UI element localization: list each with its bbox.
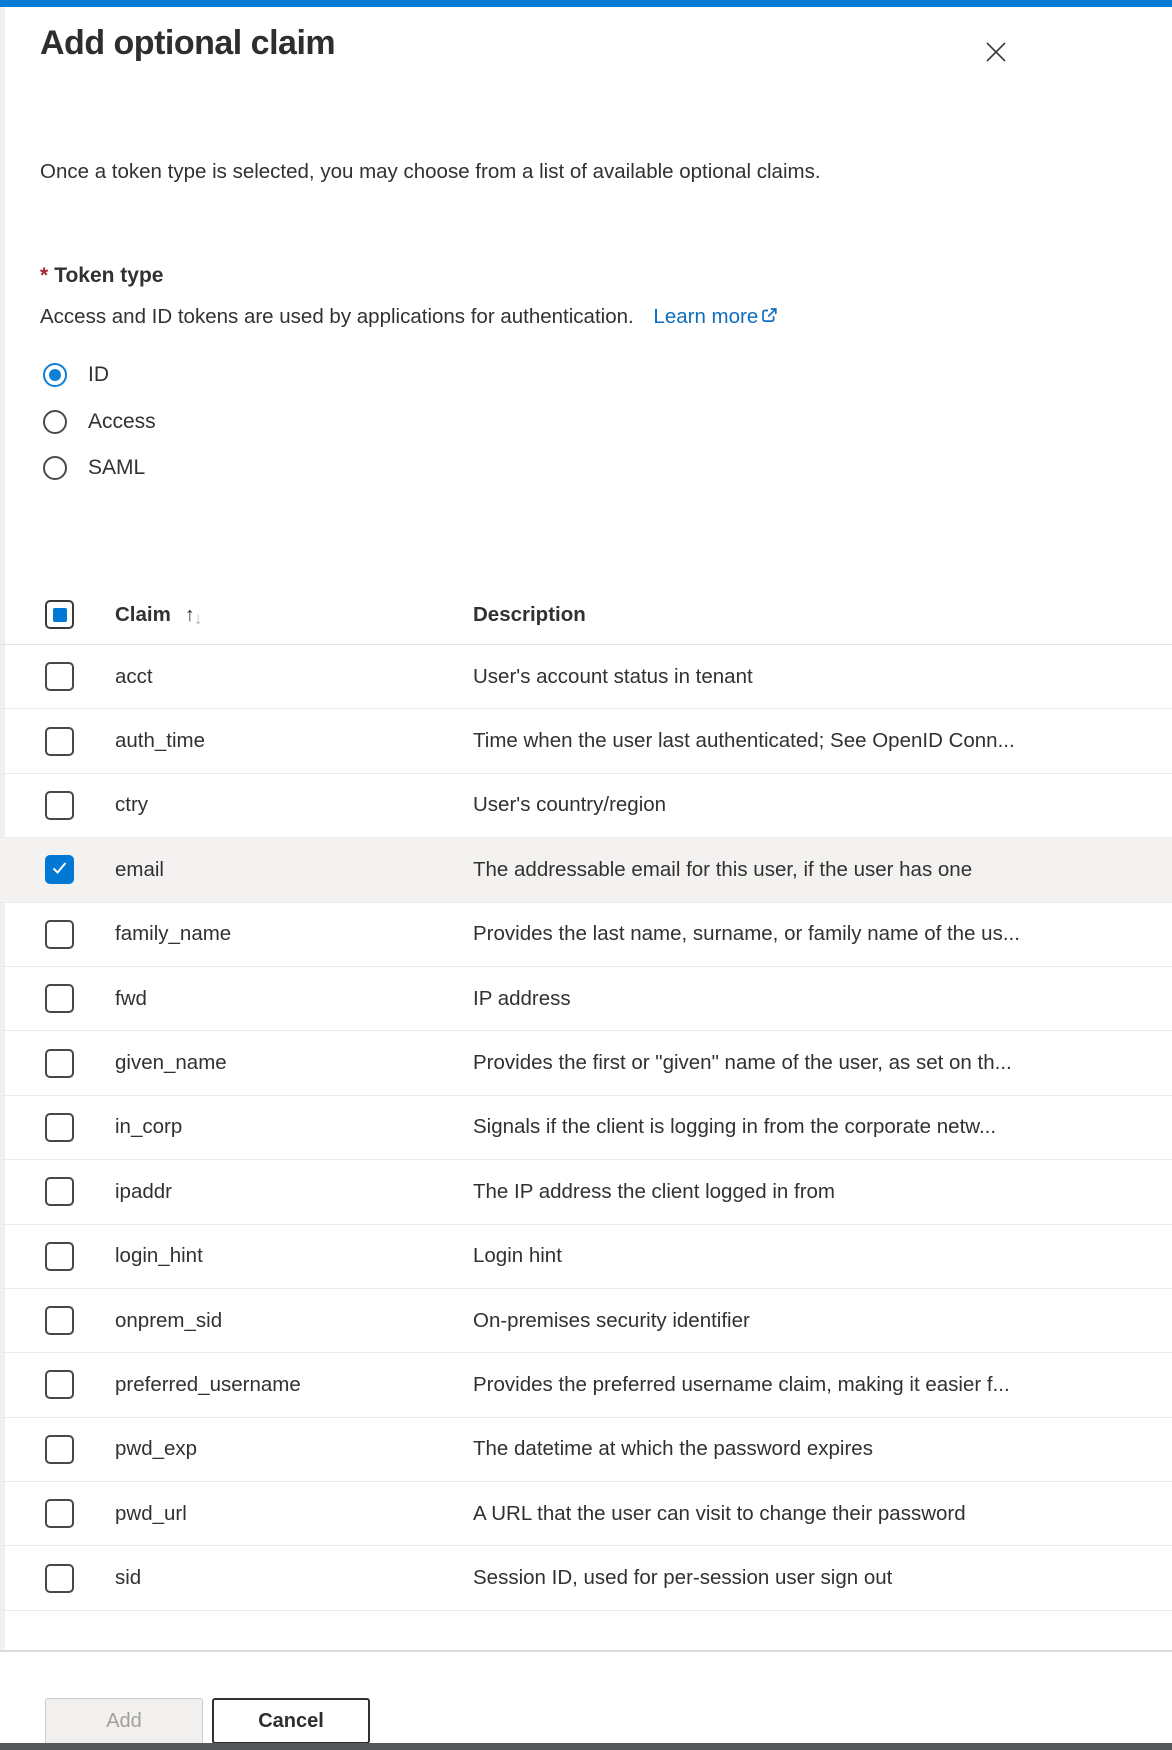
learn-more-link[interactable]: Learn more xyxy=(653,305,759,328)
radio-label: SAML xyxy=(88,456,146,480)
table-row-email[interactable] xyxy=(0,838,1172,902)
radio-option-id[interactable] xyxy=(43,352,156,399)
claim-description: IP address xyxy=(473,986,571,1010)
row-checkbox[interactable] xyxy=(45,1113,74,1142)
claim-description: A URL that the user can visit to change their password xyxy=(473,1501,966,1525)
claim-description: The IP address the client logged in from xyxy=(473,1179,835,1203)
claim-description: Provides the last name, surname, or family name of the us... xyxy=(473,922,1020,946)
table-row-auth-time[interactable] xyxy=(0,709,1172,773)
claim-name: given_name xyxy=(115,1051,227,1075)
row-checkbox[interactable] xyxy=(45,1177,74,1206)
footer-divider xyxy=(0,1650,1172,1652)
radio-option-saml[interactable] xyxy=(43,445,156,492)
claim-name: preferred_username xyxy=(115,1372,301,1396)
table-row-onprem-sid[interactable] xyxy=(0,1289,1172,1353)
claim-name: in_corp xyxy=(115,1115,183,1139)
radio-icon-unselected xyxy=(43,456,67,480)
row-checkbox[interactable] xyxy=(45,1049,74,1078)
table-row-login-hint[interactable] xyxy=(0,1225,1172,1289)
table-row-ipaddr[interactable] xyxy=(0,1160,1172,1224)
claim-name: auth_time xyxy=(115,729,206,753)
claim-description: Provides the preferred username claim, making it easier f... xyxy=(473,1372,1010,1396)
indeterminate-mark-icon xyxy=(53,608,67,622)
radio-icon-selected xyxy=(43,363,67,387)
row-checkbox[interactable] xyxy=(45,727,74,756)
claim-column-header[interactable]: Claim ↑↓ xyxy=(115,602,203,627)
external-link-icon xyxy=(760,306,779,331)
panel-accent-bar xyxy=(0,0,1172,7)
claim-name: fwd xyxy=(115,986,147,1010)
sort-ascending-icon: ↑ xyxy=(184,603,195,626)
claim-name: email xyxy=(115,857,164,881)
bottom-window-edge xyxy=(0,1743,1172,1750)
table-row-family-name[interactable] xyxy=(0,903,1172,967)
row-checkbox[interactable] xyxy=(45,791,74,820)
radio-label: Access xyxy=(88,409,156,433)
claim-name: pwd_url xyxy=(115,1501,187,1525)
table-row-pwd-exp[interactable] xyxy=(0,1418,1172,1482)
row-checkbox[interactable] xyxy=(45,1564,74,1593)
token-type-description-text: Access and ID tokens are used by applications for authentication. xyxy=(40,305,634,328)
row-checkbox[interactable] xyxy=(45,920,74,949)
claim-description: User's country/region xyxy=(473,793,667,817)
claim-name: onprem_sid xyxy=(115,1308,223,1332)
checkmark-icon xyxy=(50,858,69,882)
claims-table xyxy=(0,585,1172,1611)
token-type-radio-group xyxy=(43,352,156,492)
row-checkbox[interactable] xyxy=(45,1242,74,1271)
table-row-in-corp[interactable] xyxy=(0,1096,1172,1160)
sort-descending-icon: ↓ xyxy=(193,608,203,627)
footer-buttons xyxy=(45,1698,370,1744)
claim-name: login_hint xyxy=(115,1244,203,1268)
row-checkbox[interactable] xyxy=(45,1435,74,1464)
claim-description: Session ID, used for per-session user sign out xyxy=(473,1566,893,1590)
row-checkbox[interactable] xyxy=(45,1499,74,1528)
table-row-fwd[interactable] xyxy=(0,967,1172,1031)
table-row-given-name[interactable] xyxy=(0,1031,1172,1095)
claim-name: ctry xyxy=(115,793,149,817)
required-marker: * xyxy=(40,264,49,287)
claim-name: pwd_exp xyxy=(115,1437,198,1461)
radio-option-access[interactable] xyxy=(43,399,156,446)
claim-description: User's account status in tenant xyxy=(473,664,753,688)
table-row-pwd-url[interactable] xyxy=(0,1482,1172,1546)
intro-text: Once a token type is selected, you may choose from a list of available optional claims. xyxy=(40,160,821,183)
claim-description: The datetime at which the password expires xyxy=(473,1437,873,1461)
panel-header xyxy=(40,24,1132,63)
claim-description: Time when the user last authenticated; See OpenID Conn... xyxy=(473,729,1015,753)
table-row-preferred-username[interactable] xyxy=(0,1353,1172,1417)
table-row-acct[interactable] xyxy=(0,645,1172,709)
table-row-ctry[interactable] xyxy=(0,774,1172,838)
description-column-header: Description xyxy=(473,602,586,626)
claim-name: acct xyxy=(115,664,153,688)
claim-description: Provides the first or "given" name of the user, as set on th... xyxy=(473,1051,1012,1075)
cancel-button[interactable]: Cancel xyxy=(212,1698,370,1744)
token-type-description xyxy=(40,305,779,331)
table-row-sid[interactable] xyxy=(0,1546,1172,1610)
claim-description: Login hint xyxy=(473,1244,562,1268)
claim-name: family_name xyxy=(115,922,232,946)
page-title: Add optional claim xyxy=(40,24,336,62)
radio-label: ID xyxy=(88,363,109,387)
close-button[interactable] xyxy=(974,32,1018,76)
row-checkbox[interactable] xyxy=(45,1306,74,1335)
row-checkbox[interactable] xyxy=(45,1370,74,1399)
claim-description: On-premises security identifier xyxy=(473,1308,750,1332)
select-all-checkbox[interactable] xyxy=(45,600,74,629)
token-type-label-text: Token type xyxy=(54,264,164,287)
claim-name: ipaddr xyxy=(115,1179,172,1203)
claim-name: sid xyxy=(115,1566,142,1590)
add-button[interactable]: Add xyxy=(45,1698,203,1744)
token-type-label xyxy=(40,264,163,288)
row-checkbox[interactable] xyxy=(45,662,74,691)
claim-description: The addressable email for this user, if the user has one xyxy=(473,857,973,881)
row-checkbox-checked[interactable] xyxy=(45,855,74,884)
radio-icon-unselected xyxy=(43,410,67,434)
row-checkbox[interactable] xyxy=(45,984,74,1013)
close-icon xyxy=(982,38,1010,71)
table-header-row xyxy=(0,585,1172,645)
claim-description: Signals if the client is logging in from the corporate netw... xyxy=(473,1115,997,1139)
